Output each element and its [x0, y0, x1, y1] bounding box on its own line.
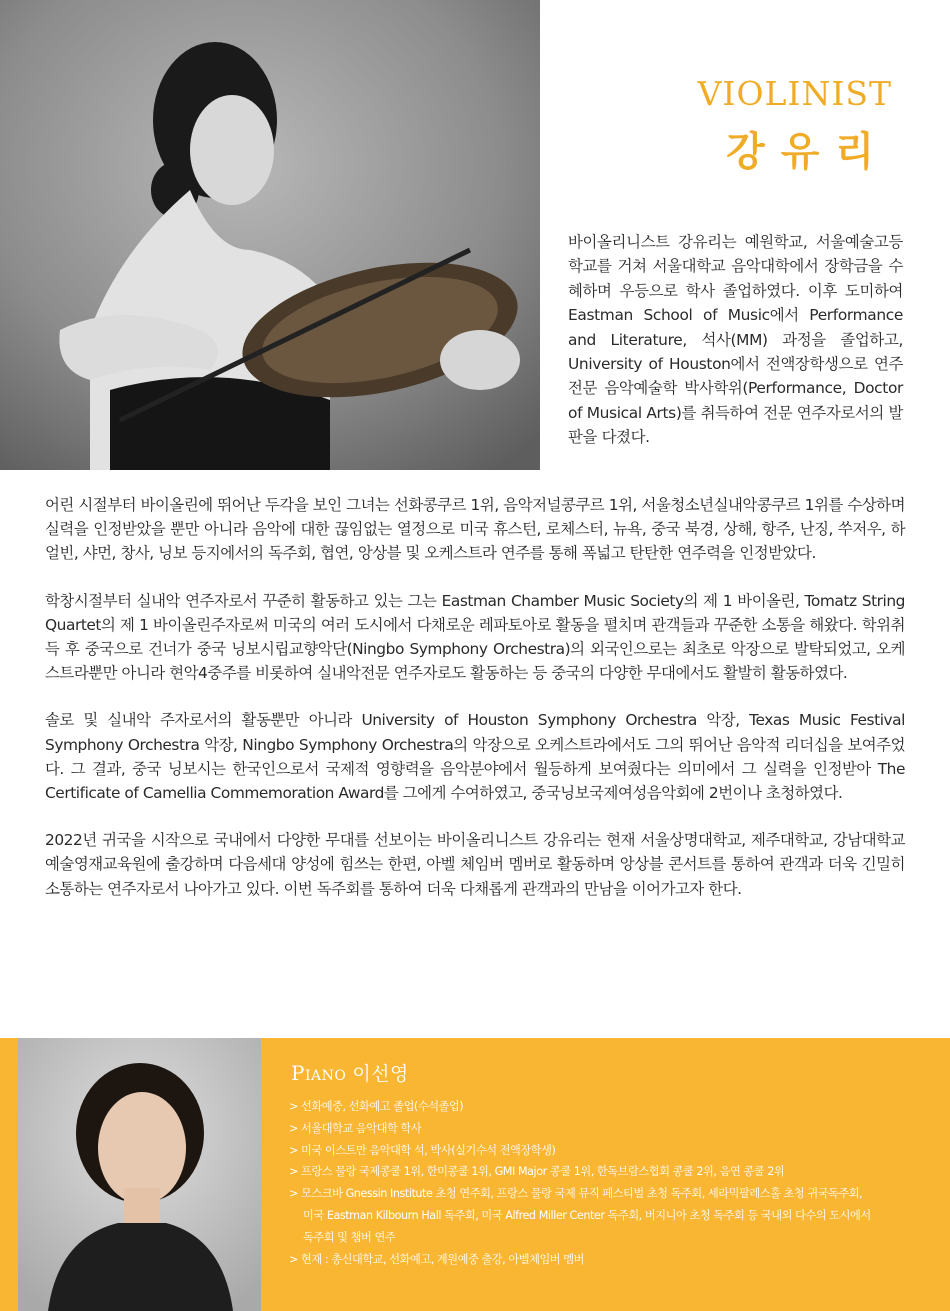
biography-paragraph: 2022년 귀국을 시작으로 국내에서 다양한 무대를 선보이는 바이올리니스트 강유리는 현재 서울상명대학교, 제주대학교, 강남대학교 예술영재교육원에 출강하며 다음세대 양성에 힘쓰는 한편, 아벨 체임버 멤버로 활동하며 앙상블 콘서트를 통하여 관객과 더욱 긴밀히 소통하는 연주자로서 나아가고 있다. 이번 독주회를 통하여 더욱 다채롭게 관객과의 만남을 이어가고자 한다.: [45, 831, 905, 898]
list-item: > 프랑스 물랑 국제콩쿨 1위, 한미콩쿨 1위, GMI Major 콩쿨 1위, 한독브람스협회 콩쿨 2위, 음연 콩쿨 2위: [289, 1165, 785, 1179]
biography-body: [45, 493, 905, 924]
title-english: VIOLINIST: [697, 74, 892, 113]
list-item: > 미국 이스트만 음악대학 석, 박사(실기수석 전액장학생): [289, 1143, 556, 1157]
biography-paragraph: 학창시절부터 실내악 연주자로서 꾸준히 활동하고 있는 그는 Eastman Chamber Music Society의 제 1 바이올린, Tomatz String Quartet의 제 1 바이올린주자로써 미국의 여러 도시에서 다채로운 레파토아로 활동을 펼치며 관객들과 꾸준한 소통을 해왔다. 학위취득 후 중국으로 건너가 중국 닝보시립교향악단(Ningbo Symphony Orchestra)의 외국인으로는 최초로 악장으로 발탁되었고, 오케스트라뿐만 아니라 현악4중주를 비롯하여 실내악전문 연주자로도 활동하는 등 중국의 다양한 무대에서도 활발히 활동하였다.: [45, 591, 905, 683]
biography-paragraph: 솔로 및 실내악 주자로서의 활동뿐만 아니라 University of Houston Symphony Orchestra 악장, Texas Music Festival Symphony Orchestra 악장, Ningbo Symphony Orchestra의 악장으로 오케스트라에서도 그의 뛰어난 음악적 리더십을 보여주었다. 그 결과, 중국 닝보시는 한국인으로서 국제적 영향력을 음악분야에서 월등하게 보여줬다는 의미에서 그 실력을 인정받아 The Certificate of Camellia Commemoration Award를 그에게 수여하였고, 중국닝보국제여성음악회에 2번이나 초청하였다.: [45, 711, 905, 803]
pianist-career-list: [289, 1096, 909, 1270]
pianist-name: 이선영: [352, 1063, 409, 1085]
list-item: > 모스크바 Gnessin Institute 초청 연주회, 프랑스 물랑 국제 뮤직 페스티벌 초청 독주회, 세라믹팔레스홀 초청 귀국독주회,: [289, 1187, 863, 1201]
intro-paragraph: 바이올리니스트 강유리는 예원학교, 서울예술고등학교를 거쳐 서울대학교 음악대학에서 장학금을 수혜하며 우등으로 학사 졸업하였다. 이후 도미하여 Eastman School of Music에서 Performance and Literature, 석사(MM) 과정을 졸업하고, University of Houston에서 전액장학생으로 연주전문 음악예술학 박사학위(Performance, Doctor of Musical Arts)를 취득하여 전문 연주자로서의 발판을 다졌다.: [568, 233, 903, 447]
list-item: 독주회 및 챔버 연주: [303, 1230, 396, 1244]
list-item: > 현재 : 총신대학교, 선화예고, 계원예중 출강, 아벨체임버 멤버: [289, 1252, 584, 1266]
list-item: 미국 Eastman Kilbourn Hall 독주회, 미국 Alfred Miller Center 독주회, 버지니아 초청 독주회 등 국내외 다수의 도시에서: [303, 1208, 871, 1222]
pianist-title: [291, 1059, 409, 1086]
list-item: > 선화예중, 선화예고 졸업(수석졸업): [289, 1100, 464, 1113]
list-item: > 서울대학교 음악대학 학사: [289, 1121, 422, 1135]
pianist-photo: [18, 1038, 261, 1311]
pianist-role: Piano: [291, 1061, 347, 1085]
biography-paragraph: 어린 시절부터 바이올린에 뛰어난 두각을 보인 그녀는 선화콩쿠르 1위, 음악저널콩쿠르 1위, 서울청소년실내악콩쿠르 1위를 수상하며 실력을 인정받았을 뿐만 아니라 음악에 대한 끊임없는 열정으로 미국 휴스턴, 로체스터, 뉴욕, 중국 북경, 상해, 항주, 난징, 쑤저우, 하얼빈, 샤먼, 창사, 닝보 등지에서의 독주회, 협연, 앙상블 및 오케스트라 연주를 통해 폭넓고 탄탄한 연주력을 인정받았다.: [45, 496, 905, 563]
violinist-photo: [0, 0, 540, 470]
title-korean: 강유리: [726, 129, 890, 175]
